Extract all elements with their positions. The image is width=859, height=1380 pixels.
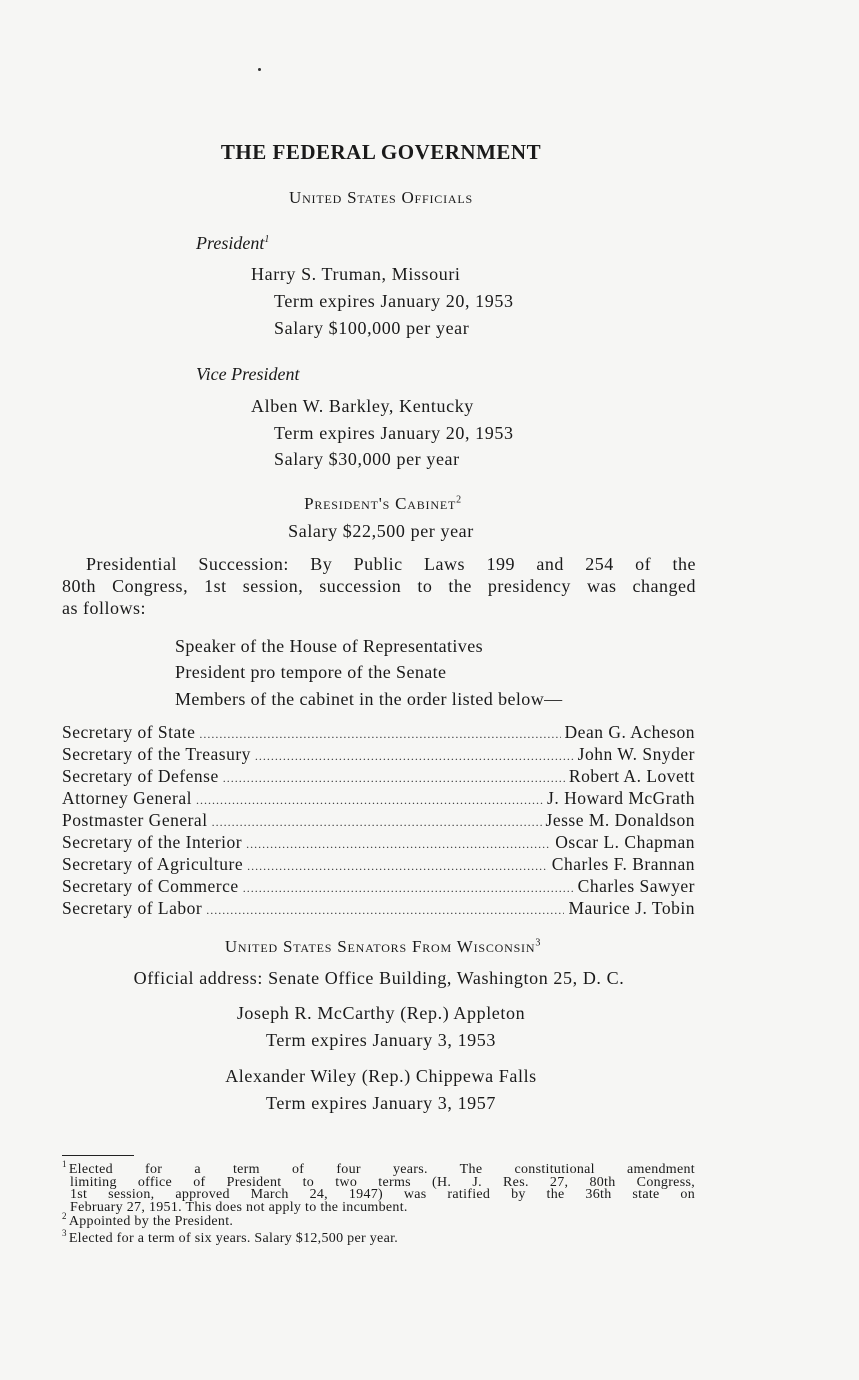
footnote-number: 1 xyxy=(62,1159,67,1170)
cabinet-row xyxy=(62,854,695,876)
cabinet-office: Secretary of Defense xyxy=(62,766,219,786)
cabinet-heading: President's Cabinet$^2$ xyxy=(304,494,462,513)
footnote-number: 3 xyxy=(62,1228,67,1239)
dot-leader xyxy=(255,749,574,764)
dot-leader xyxy=(196,793,543,808)
cabinet-office: Secretary of the Treasury xyxy=(62,744,251,764)
vice-president-label: Vice President xyxy=(196,364,300,384)
dot-leader xyxy=(206,903,564,918)
cabinet-office: Secretary of Commerce xyxy=(62,876,239,896)
cabinet-row xyxy=(62,810,695,832)
senator-name: Alexander Wiley (Rep.) Chippewa Falls xyxy=(225,1066,537,1086)
president-salary: Salary $100,000 per year xyxy=(274,318,470,338)
cabinet-office: Secretary of Labor xyxy=(62,898,203,918)
cabinet-member-name: Oscar L. Chapman xyxy=(555,832,695,852)
cabinet-member-name: Maurice J. Tobin xyxy=(568,898,695,918)
dot-leader xyxy=(212,815,542,830)
senator-term: Term expires January 3, 1957 xyxy=(266,1093,496,1113)
cabinet-row xyxy=(62,876,695,898)
footnote-2: $^2$ Appointed by the President. xyxy=(62,1211,234,1229)
footnote-3: $^3$ Elected for a term of six years. Salary $12,500 per year. xyxy=(62,1228,399,1246)
cabinet-office: Secretary of the Interior xyxy=(62,832,243,852)
cabinet-row xyxy=(62,898,695,920)
vice-president-name: Alben W. Barkley, Kentucky xyxy=(251,396,474,416)
succession-paragraph xyxy=(62,553,696,619)
cabinet-member-name: John W. Snyder xyxy=(577,744,695,764)
president-name: Harry S. Truman, Missouri xyxy=(251,264,461,284)
ink-speck xyxy=(258,68,261,71)
cabinet-office: Secretary of Agriculture xyxy=(62,854,244,874)
succession-line-1: Presidential Succession: By Public Laws 199 and 254 of the xyxy=(86,554,696,574)
senator-name: Joseph R. McCarthy (Rep.) Appleton xyxy=(236,1003,526,1023)
senators-heading: United States Senators From Wisconsin$^3$ xyxy=(224,937,542,956)
cabinet-row xyxy=(62,722,695,744)
cabinet-row xyxy=(62,766,695,788)
cabinet-office: Attorney General xyxy=(62,788,192,808)
cabinet-office: Postmaster General xyxy=(62,810,208,830)
cabinet-member-name: Jesse M. Donaldson xyxy=(545,810,695,830)
cabinet-salary: Salary $22,500 per year xyxy=(288,521,474,541)
cabinet-member-name: Dean G. Acheson xyxy=(564,722,695,742)
vice-president-term: Term expires January 20, 1953 xyxy=(274,423,514,443)
footnote-rule xyxy=(62,1155,134,1156)
footnote-ref-3: 3 xyxy=(535,937,542,949)
footnote-line: February 27, 1951. This does not apply to the incumbent. xyxy=(70,1199,408,1215)
order-item: Members of the cabinet in the order listed below— xyxy=(175,689,563,709)
cabinet-list xyxy=(62,722,695,920)
dot-leader xyxy=(243,881,574,896)
senators-address: Official address: Senate Office Building, Washington 25, D. C. xyxy=(133,968,625,988)
footnote-line: limiting office of President to two terms (H. J. Res. 27, 80th Congress, xyxy=(70,1174,695,1190)
succession-line-2: 80th Congress, 1st session, succession to the presidency was changed xyxy=(62,576,696,596)
cabinet-member-name: Charles Sawyer xyxy=(577,876,695,896)
order-item: President pro tempore of the Senate xyxy=(175,662,447,682)
footnote-ref-2: 2 xyxy=(456,494,462,506)
footnote-1: $^1$ Elected for a term of four years. The constitutional amendment limiting office of President to two terms (H. J. Res. 27, 80th Congress, 1st session, approved March 24, 1947) was ratified by the 36th state on February 27, 1951. This does not apply to the incumbent. xyxy=(62,1159,695,1215)
vice-president-salary: Salary $30,000 per year xyxy=(274,449,460,469)
footnote-number: 2 xyxy=(62,1211,67,1222)
cabinet-row xyxy=(62,832,695,854)
dot-leader xyxy=(223,771,565,786)
officials-subheading: United States Officials xyxy=(289,188,473,207)
cabinet-row xyxy=(62,788,695,810)
dot-leader xyxy=(199,727,560,742)
senator-term: Term expires January 3, 1953 xyxy=(266,1030,496,1050)
dot-leader xyxy=(247,859,548,874)
president-term: Term expires January 20, 1953 xyxy=(274,291,514,311)
footnote-line: 1st session, approved March 24, 1947) was ratified by the 36th state on xyxy=(70,1187,695,1202)
order-item: Speaker of the House of Representatives xyxy=(175,636,484,656)
cabinet-member-name: Charles F. Brannan xyxy=(551,854,695,874)
cabinet-office: Secretary of State xyxy=(62,722,196,742)
page-title: THE FEDERAL GOVERNMENT xyxy=(220,140,542,164)
cabinet-row xyxy=(62,744,695,766)
footnote-ref-1: 1 xyxy=(264,234,270,245)
cabinet-member-name: J. Howard McGrath xyxy=(547,788,695,808)
cabinet-member-name: Robert A. Lovett xyxy=(568,766,695,786)
succession-line-3: as follows: xyxy=(62,598,146,618)
dot-leader xyxy=(246,837,551,852)
president-label: President$^1$ xyxy=(196,233,270,253)
